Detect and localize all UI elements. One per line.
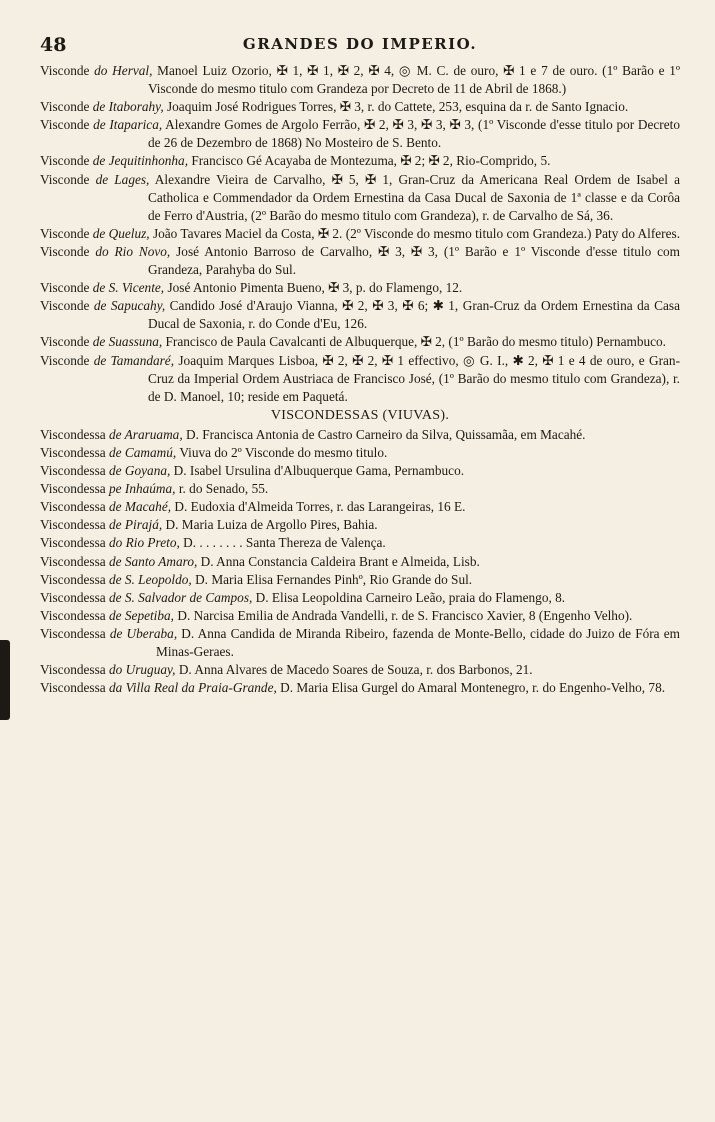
entry-title: de Sepetiba,	[109, 607, 175, 623]
entry-rank: Visconde	[40, 298, 90, 314]
entry-text: D. Elisa Leopoldina Carneiro Leão, praia do Flamengo, 8.	[252, 589, 566, 605]
entry-rank: Visconde	[40, 63, 90, 78]
entry-title: pe Inhaúma,	[109, 481, 176, 497]
entry-rank: Viscondessa	[40, 426, 106, 442]
entry-rank: Viscondessa	[40, 571, 106, 587]
list-item	[40, 589, 680, 607]
entry-text: Alexandre Vieira de Carvalho, ✠ 5, ✠ 1, Gran-Cruz da Americana Real Ordem de Isabel a Catholica e Commendador da Ordem Ernestina da Casa Ducal de Saxonia de 1ª classe e da Corôa de Ferro d'Austria, (2º Barão do mesmo titulo com Grandeza), r. de Carvalho de Sá, 36.	[148, 171, 681, 223]
entry-title: do Uruguay,	[109, 662, 176, 678]
entry-text: r. do Senado, 55.	[175, 481, 269, 497]
entry-title: do Rio Novo,	[95, 243, 171, 259]
list-item	[40, 679, 680, 697]
entry-text: D. Anna Constancia Caldeira Brant e Almeida, Lisb.	[197, 553, 480, 569]
entry-text: D. Isabel Ursulina d'Albuquerque Gama, Pernambuco.	[170, 463, 465, 479]
entry-title: do Herval,	[94, 63, 153, 78]
entry-text: D. Maria Luiza de Argollo Pires, Bahia.	[162, 517, 378, 533]
entry-text: Francisco de Paula Cavalcanti de Albuquerque, ✠ 2, (1º Barão do mesmo titulo) Pernambuco.	[162, 334, 667, 350]
entry-title: de Santo Amaro,	[109, 553, 198, 569]
list-item	[40, 571, 680, 589]
entry-rank: Viscondessa	[40, 444, 106, 460]
entry-text: D. . . . . . . . Santa Thereza de Valença.	[179, 535, 386, 551]
entry-title: de Goyana,	[109, 463, 171, 479]
list-item	[40, 98, 680, 116]
entry-title: de Itaborahy,	[92, 99, 164, 115]
entry-rank: Visconde	[40, 117, 90, 133]
list-item	[40, 444, 680, 462]
entry-title: de Sapucahy,	[93, 298, 166, 314]
register-list	[40, 62, 680, 697]
entry-rank: Viscondessa	[40, 680, 106, 696]
page-header	[40, 34, 680, 56]
entry-title: da Villa Real da Praia-Grande,	[109, 680, 277, 696]
list-item	[40, 462, 680, 480]
entry-rank: Viscondessa	[40, 463, 106, 479]
entry-rank: Viscondessa	[40, 481, 106, 497]
entry-rank: Visconde	[40, 171, 90, 187]
entry-title: de Queluz,	[92, 225, 150, 241]
entry-text: Candido José d'Araujo Vianna, ✠ 2, ✠ 3, ✠ 6; ✱ 1, Gran-Cruz da Ordem Ernestina da Casa Ducal de Saxonia, r. do Conde d'Eu, 126.	[148, 298, 680, 332]
entry-rank: Visconde	[40, 352, 90, 368]
entry-rank: Visconde	[40, 153, 90, 169]
list-item	[40, 534, 680, 552]
entry-title: de Camamú,	[109, 444, 177, 460]
entry-text: D. Francisca Antonia de Castro Carneiro da Silva, Quissamãa, em Macahé.	[182, 426, 586, 442]
entry-rank: Viscondessa	[40, 625, 106, 641]
list-item	[40, 498, 680, 516]
entry-title: de Itaparica,	[93, 117, 163, 133]
entry-text: D. Eudoxia d'Almeida Torres, r. das Larangeiras, 16 E.	[171, 499, 466, 515]
entry-title: de S. Salvador de Campos,	[109, 589, 253, 605]
list-item	[40, 243, 680, 279]
entry-text: José Antonio Pimenta Bueno, ✠ 3, p. do Flamengo, 12.	[164, 280, 463, 296]
list-item	[40, 62, 680, 98]
section-heading: VISCONDESSAS (VIUVAS).	[270, 407, 450, 423]
entry-rank: Visconde	[40, 280, 90, 296]
entry-title: de Macahé,	[109, 499, 172, 515]
list-item	[40, 607, 680, 625]
entry-text: Alexandre Gomes de Argolo Ferrão, ✠ 2, ✠ 3, ✠ 3, ✠ 3, (1º Visconde d'esse titulo por Decreto de 26 de Dezembro de 1868) No Mosteiro de S. Bento.	[148, 117, 680, 151]
list-item	[40, 480, 680, 498]
entry-rank: Viscondessa	[40, 662, 106, 678]
list-item	[40, 553, 680, 571]
entry-title: de Araruama,	[109, 426, 183, 442]
entry-rank: Visconde	[40, 225, 90, 241]
entry-text: Joaquim José Rodrigues Torres, ✠ 3, r. do Cattete, 253, esquina da r. de Santo Ignacio.	[163, 99, 629, 115]
entry-title: de Uberaba,	[109, 625, 178, 641]
entry-rank: Viscondessa	[40, 589, 106, 605]
entry-rank: Viscondessa	[40, 553, 106, 569]
entry-text: D. Maria Elisa Gurgel do Amaral Montenegro, r. do Engenho-Velho, 78.	[276, 680, 666, 696]
entry-title: de S. Vicente,	[92, 280, 165, 296]
entry-rank: Visconde	[40, 99, 90, 115]
list-item	[40, 625, 680, 661]
entry-text: D. Narcisa Emilia de Andrada Vandelli, r. de S. Francisco Xavier, 8 (Engenho Velho).	[174, 607, 633, 623]
list-item	[40, 426, 680, 444]
entry-title: de Tamandaré,	[93, 352, 175, 368]
entry-text: Joaquim Marques Lisboa, ✠ 2, ✠ 2, ✠ 1 effectivo, ◎ G. I., ✱ 2, ✠ 1 e 4 de ouro, e Gran-Cruz da Imperial Ordem Austriaca de Francisco José, (1º Barão do mesmo titulo com Grandeza), r. de D. Manoel, 10; reside em Paquetá.	[148, 352, 681, 404]
list-item	[40, 297, 680, 333]
list-item	[40, 152, 680, 170]
entry-text: D. Maria Elisa Fernandes Pinhº, Rio Grande do Sul.	[191, 571, 473, 587]
entry-text: José Antonio Barroso de Carvalho, ✠ 3, ✠ 3, (1º Barão e 1º Visconde d'esse titulo com Grandeza, Parahyba do Sul.	[148, 243, 680, 278]
list-item	[40, 116, 680, 152]
entry-title: de Jequitinhonha,	[92, 153, 189, 169]
list-item	[40, 516, 680, 534]
entry-title: de S. Leopoldo,	[109, 571, 192, 587]
binding-shadow	[0, 640, 10, 720]
list-item	[40, 661, 680, 679]
list-item	[40, 225, 680, 243]
entry-title: de Suassuna,	[92, 334, 163, 350]
viscondessas-list	[40, 426, 680, 697]
entry-title: de Lages,	[95, 171, 150, 187]
entry-text: Viuva do 2º Visconde do mesmo titulo.	[176, 444, 388, 460]
list-item	[40, 171, 680, 225]
entry-rank: Viscondessa	[40, 607, 106, 623]
entry-rank: Viscondessa	[40, 535, 106, 551]
running-title: GRANDES DO IMPERIO.	[242, 35, 478, 53]
entry-rank: Viscondessa	[40, 517, 106, 533]
page-number: 48	[40, 34, 67, 56]
entry-text: D. Anna Candida de Miranda Ribeiro, fazenda de Monte-Bello, cidade do Juizo de Fóra em Minas-Geraes.	[156, 625, 680, 659]
viscondes-list	[40, 62, 680, 406]
entry-text: Francisco Gé Acayaba de Montezuma, ✠ 2; ✠ 2, Rio-Comprido, 5.	[188, 153, 551, 169]
entry-rank: Visconde	[40, 243, 90, 259]
entry-title: de Pirajá,	[109, 517, 163, 533]
list-item	[40, 279, 680, 297]
entry-rank: Viscondessa	[40, 499, 106, 515]
entry-rank: Visconde	[40, 334, 90, 350]
list-item	[40, 352, 680, 406]
entry-title: do Rio Preto,	[109, 535, 180, 551]
entry-text: D. Anna Alvares de Macedo Soares de Souza, r. dos Barbonos, 21.	[175, 662, 533, 678]
list-item	[40, 333, 680, 351]
entry-text: João Tavares Maciel da Costa, ✠ 2. (2º Visconde do mesmo titulo com Grandeza.) Paty do Alferes.	[149, 225, 681, 241]
entry-text: Manoel Luiz Ozorio, ✠ 1, ✠ 1, ✠ 2, ✠ 4, ◎ M. C. de ouro, ✠ 1 e 7 de ouro. (1º Barão e 1º Visconde do mesmo titulo com Grandeza por Decreto de 11 de Abril de 1868.)	[148, 63, 680, 97]
